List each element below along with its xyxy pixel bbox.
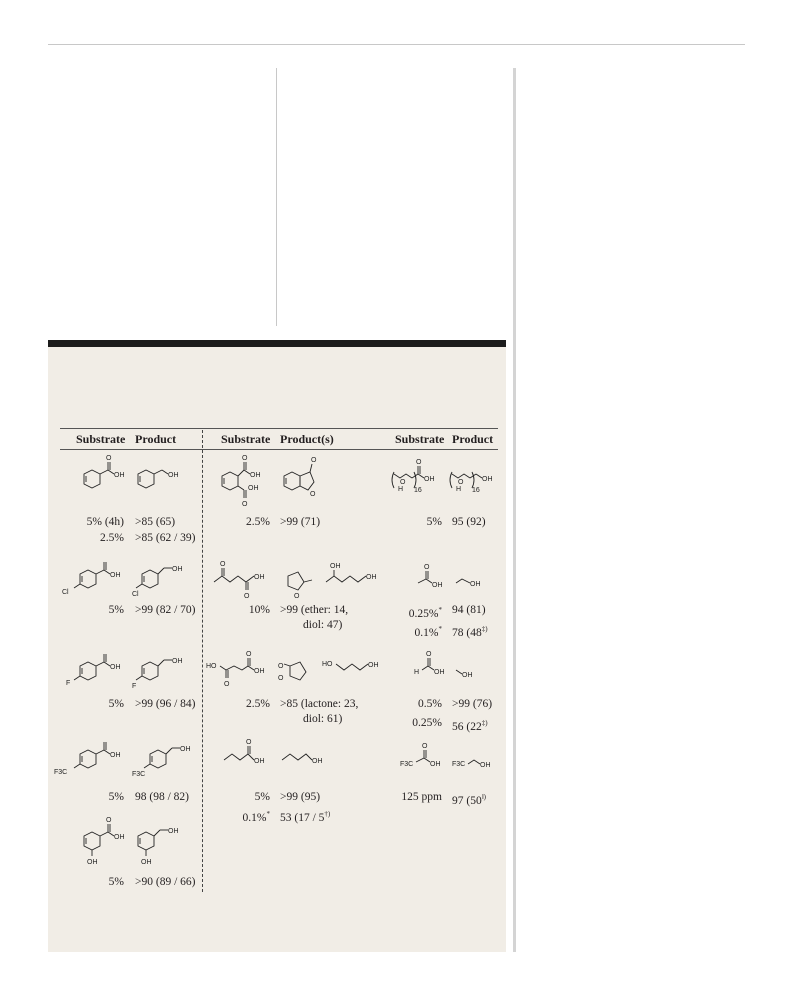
svg-text:OH: OH — [141, 859, 152, 866]
catalyst-loading: 2.5% — [246, 516, 270, 528]
svg-text:OH: OH — [366, 574, 377, 581]
svg-text:F3C: F3C — [54, 769, 68, 776]
svg-text:O: O — [106, 817, 112, 824]
svg-text:F3C: F3C — [132, 771, 146, 778]
svg-text:OH: OH — [254, 668, 265, 675]
trifluoroacetic-acid-structure — [400, 740, 452, 780]
svg-text:OH: OH — [168, 828, 179, 835]
catalyst-loading: 5% — [108, 791, 124, 803]
catalyst-loading: 125 ppm — [401, 791, 442, 803]
butyric-acid-structure — [222, 738, 274, 782]
svg-text:O: O — [220, 561, 226, 568]
svg-text:OH: OH — [87, 859, 98, 866]
svg-text:OH: OH — [480, 762, 491, 769]
svg-text:O: O — [422, 743, 428, 750]
svg-text:Cl: Cl — [62, 589, 69, 596]
yield-result: >99 (71) — [280, 516, 321, 528]
svg-text:F3C: F3C — [452, 761, 466, 768]
svg-text:O: O — [224, 681, 230, 688]
chlorobenzyl-alcohol-structure — [132, 560, 200, 600]
yield-result: diol: 47) — [303, 619, 343, 631]
catalyst-loading: 0.25%* — [408, 606, 442, 620]
formic-acid-structure — [412, 652, 452, 692]
yield-result: >99 (95) — [280, 791, 321, 803]
yield-result: >85 (62 / 39) — [135, 532, 196, 544]
svg-text:16: 16 — [414, 487, 422, 494]
svg-text:F3C: F3C — [400, 761, 414, 768]
butanol-structure — [280, 738, 336, 782]
column-divider — [276, 68, 277, 326]
svg-text:OH: OH — [432, 582, 443, 589]
catalyst-loading: 10% — [248, 604, 270, 616]
svg-text:O: O — [278, 675, 284, 682]
svg-text:OH: OH — [254, 758, 265, 765]
fluorobenzyl-alcohol-structure — [132, 652, 200, 692]
ethanol-structure — [452, 565, 492, 601]
svg-text:OH: OH — [110, 572, 121, 579]
table-panel-bar — [48, 340, 506, 347]
yield-result: >99 (ether: 14, — [280, 604, 349, 616]
trifluoromethylbenzyl-alcohol-structure — [132, 738, 204, 782]
chlorobenzoic-acid-structure — [60, 560, 132, 600]
svg-text:O: O — [416, 459, 422, 466]
yield-result: >90 (89 / 66) — [135, 876, 196, 888]
svg-text:OH: OH — [330, 563, 341, 570]
phthalide-structure — [278, 456, 334, 504]
svg-text:F: F — [66, 680, 71, 687]
svg-text:OH: OH — [110, 752, 121, 759]
header-rule-top — [60, 428, 498, 429]
butanediol-structure — [320, 652, 400, 692]
svg-text:O: O — [278, 663, 284, 670]
svg-text:16: 16 — [472, 487, 480, 494]
header-product: Product — [452, 432, 494, 446]
svg-text:O: O — [106, 455, 112, 462]
svg-text:O: O — [310, 491, 316, 498]
svg-text:HO: HO — [206, 663, 217, 670]
methanol-structure — [452, 660, 492, 688]
catalyst-loading: 5% — [108, 876, 124, 888]
trifluoroethanol-structure — [452, 748, 500, 778]
svg-text:Cl: Cl — [132, 591, 139, 598]
header-products: Product(s) — [280, 432, 334, 446]
benzyl-alcohol-structure — [132, 456, 192, 504]
catalyst-loading: 5% — [108, 698, 124, 710]
svg-text:O: O — [244, 593, 250, 600]
peg-alcohol-structure — [448, 456, 500, 504]
svg-text:O: O — [458, 479, 464, 486]
svg-text:OH: OH — [368, 662, 379, 669]
catalyst-loading: 0.1%* — [414, 625, 442, 639]
catalyst-loading: 5% — [426, 516, 442, 528]
header-rule-bottom — [60, 449, 498, 450]
catalyst-loading: 2.5% — [246, 698, 270, 710]
catalyst-loading: 0.5% — [418, 698, 442, 710]
methyltetrahydrofuran-structure — [280, 560, 320, 600]
hydroxybenzyl-alcohol-structure — [132, 818, 192, 868]
svg-text:O: O — [246, 739, 252, 746]
hydroxybenzoic-acid-structure — [70, 818, 130, 868]
svg-text:OH: OH — [248, 485, 259, 492]
svg-text:O: O — [246, 651, 252, 658]
catalyst-loading: 5% — [254, 791, 270, 803]
fluorobenzoic-acid-structure — [60, 652, 132, 692]
catalyst-loading: 5% (4h) — [86, 516, 124, 528]
svg-text:OH: OH — [250, 472, 261, 479]
catalyst-loading: 5% — [108, 604, 124, 616]
yield-result: 56 (22‡) — [452, 719, 488, 733]
yield-result: >85 (65) — [135, 516, 176, 528]
svg-text:OH: OH — [172, 566, 183, 573]
svg-text:OH: OH — [254, 574, 265, 581]
svg-text:OH: OH — [424, 476, 435, 483]
yield-result: diol: 61) — [303, 713, 343, 725]
dotted-divider — [202, 430, 203, 892]
svg-text:O: O — [426, 651, 432, 658]
yield-result: 95 (92) — [452, 516, 486, 528]
trifluoromethylbenzoic-acid-structure — [52, 738, 132, 782]
yield-result: >99 (82 / 70) — [135, 604, 196, 616]
yield-result: >85 (lactone: 23, — [280, 698, 359, 710]
svg-text:O: O — [424, 564, 430, 571]
svg-text:OH: OH — [482, 476, 493, 483]
pentanediol-structure — [322, 560, 398, 600]
svg-text:H: H — [456, 486, 462, 493]
yield-result: >99 (96 / 84) — [135, 698, 196, 710]
catalyst-loading: 0.25% — [412, 717, 442, 729]
yield-result: 94 (81) — [452, 604, 486, 616]
benzoic-acid-structure — [70, 456, 130, 504]
yield-result: 97 (50‖) — [452, 793, 487, 807]
svg-text:OH: OH — [180, 746, 191, 753]
header-substrate: Substrate — [76, 432, 126, 446]
svg-text:OH: OH — [312, 758, 323, 765]
peg-acid-structure — [388, 456, 448, 504]
svg-text:H: H — [414, 669, 420, 676]
yield-result: 98 (98 / 82) — [135, 791, 189, 803]
svg-text:OH: OH — [434, 669, 445, 676]
yield-result: 78 (48‡) — [452, 625, 488, 639]
svg-text:OH: OH — [172, 658, 183, 665]
svg-text:OH: OH — [430, 761, 441, 768]
svg-text:OH: OH — [462, 672, 473, 679]
yield-result: >99 (76) — [452, 698, 493, 710]
svg-text:OH: OH — [168, 472, 179, 479]
svg-text:OH: OH — [114, 834, 125, 841]
catalyst-loading: 2.5% — [100, 532, 124, 544]
svg-text:O: O — [311, 457, 317, 464]
svg-text:H: H — [398, 486, 404, 493]
svg-text:F: F — [132, 683, 137, 690]
butyrolactone-structure — [278, 652, 318, 692]
svg-text:HO: HO — [322, 661, 333, 668]
phthalic-acid-structure — [214, 456, 274, 510]
header-substrate: Substrate — [221, 432, 271, 446]
svg-text:OH: OH — [470, 581, 481, 588]
svg-text:O: O — [242, 501, 248, 508]
header-product: Product — [135, 432, 177, 446]
succinic-acid-structure — [206, 652, 276, 692]
catalyst-loading: 0.1%* — [242, 810, 270, 824]
top-rule — [48, 44, 745, 45]
header-substrate: Substrate — [395, 432, 445, 446]
yield-result: 53 (17 / 5†) — [280, 810, 331, 824]
svg-text:O: O — [294, 593, 300, 600]
acetic-acid-structure — [414, 565, 450, 601]
svg-text:OH: OH — [114, 472, 125, 479]
levulinic-acid-structure — [210, 560, 274, 600]
svg-text:O: O — [242, 455, 248, 462]
svg-text:OH: OH — [110, 664, 121, 671]
column-divider — [513, 68, 516, 952]
svg-text:O: O — [400, 479, 406, 486]
